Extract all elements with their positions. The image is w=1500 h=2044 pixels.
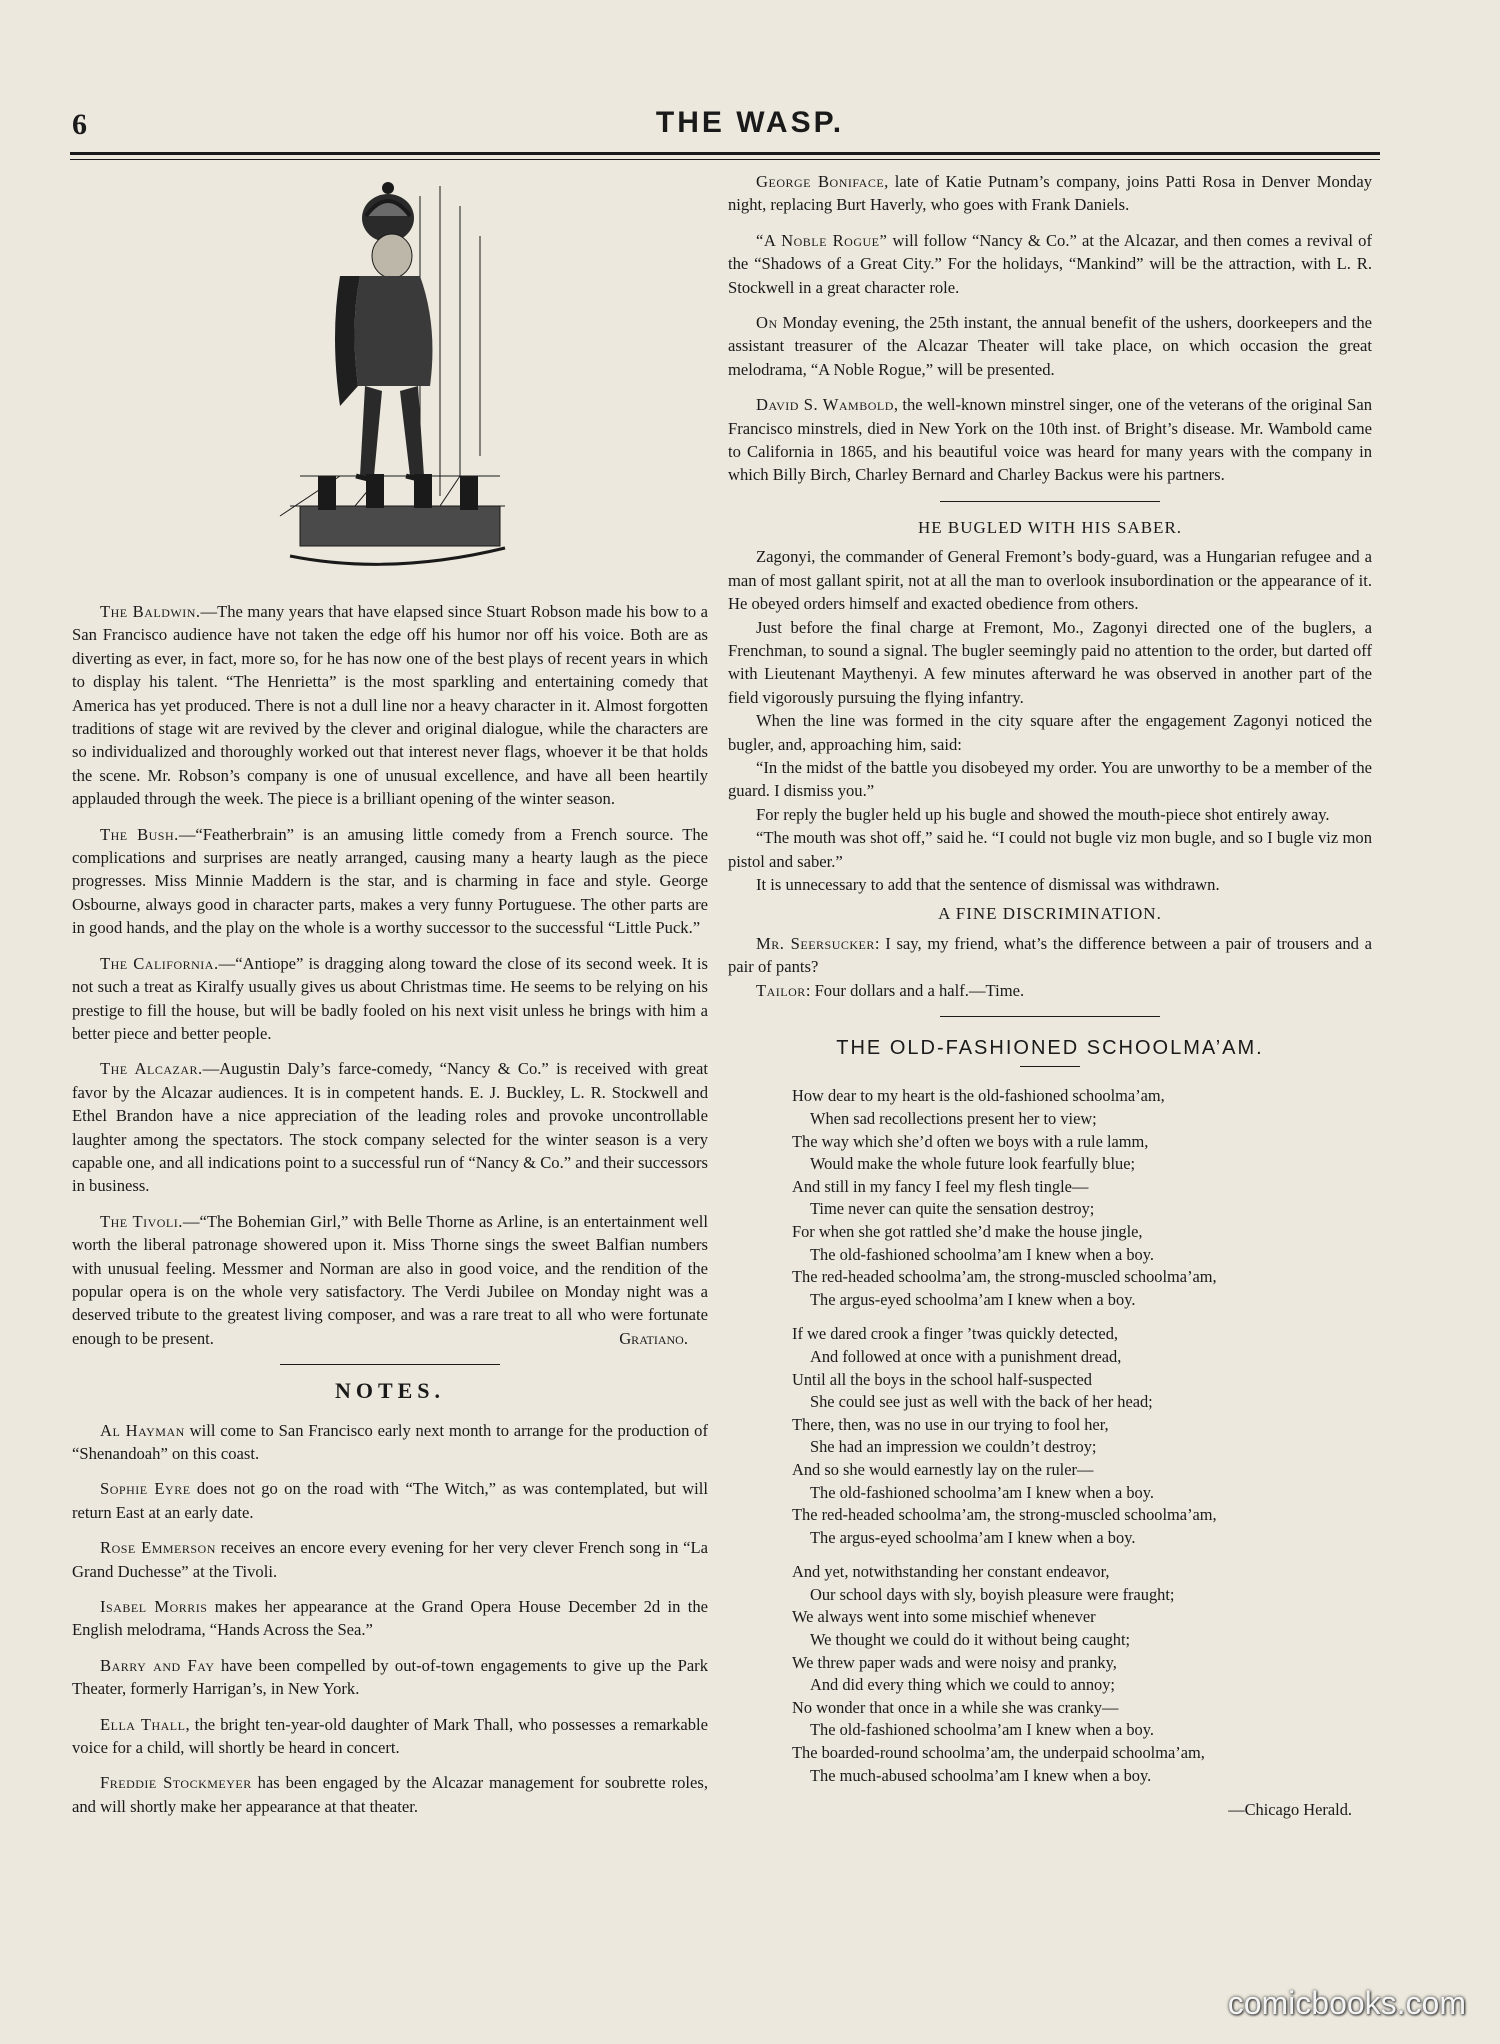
poem-line: There, then, was no use in our trying to fool her, (792, 1414, 1109, 1434)
note-item: On Monday evening, the 25th instant, the annual benefit of the ushers, doorkeepers and the assistant treasurer of the Alcazar Theater will take place, on which occasion the great melodrama, “A Noble Rogue,” will be presented. (728, 313, 1372, 379)
note-item: “A Noble Rogue” will follow “Nancy & Co.” at the Alcazar, and then comes a revival of the “Shadows of a Great City.” For the holidays, “Mankind” will be the attraction, with L. R. Stockwell in a great character role. (728, 230, 1372, 297)
poem-line: And still in my fancy I feel my flesh tingle— (792, 1176, 1089, 1196)
section-divider (940, 501, 1160, 502)
poem-line: And yet, notwithstanding her constant endeavor, (792, 1562, 1110, 1582)
section-divider (280, 1364, 500, 1365)
poem-line: Time never can quite the sensation destroy; (810, 1199, 1095, 1219)
article-paragraph: Zagonyi, the commander of General Fremont’s body-guard, was a Hungarian refugee and a man of most gallant spirit, not at all the man to overlook insubordination or the appearance of it. He obeyed orders himself and exacted obedience from others. (728, 547, 1372, 614)
poem-line: When sad recollections present her to view; (810, 1109, 1097, 1128)
poem-line: No wonder that once in a while she was cranky— (792, 1697, 1119, 1717)
poem-line: Would make the whole future look fearfully blue; (810, 1154, 1136, 1174)
article-paragraph: For reply the bugler held up his bugle and showed the mouth-piece shot entirely away. (756, 804, 1330, 824)
poem-line: How dear to my heart is the old-fashioned schoolma’am, (792, 1086, 1165, 1106)
poem-line: And so she would earnestly lay on the ruler— (792, 1459, 1094, 1479)
poem-line: The argus-eyed schoolma’am I knew when a boy. (810, 1527, 1136, 1547)
poem-stanza (792, 1561, 1372, 1787)
signature: Gratiano. (619, 1328, 688, 1348)
note-item: David S. Wambold, the well-known minstrel singer, one of the veterans of the original San Francisco minstrels, died in New York on the 10th inst. of Bright’s disease. Mr. Wambold came to California in 1865, and his beautiful voice was heard for many years with the company in which Billy Birch, Charley Bernard and Charley Backus were his partners. (728, 395, 1372, 485)
poem-line: And followed at once with a punishment dread, (810, 1346, 1122, 1366)
notes-heading: NOTES. (334, 1378, 446, 1404)
article-paragraph: Just before the final charge at Fremont, Mo., Zagonyi directed one of the buglers, a Frenchman, to sound a signal. The bugler seemingly paid no attention to the order, but darted off with Lieutenant Maythenyi. A few minutes afterward he was observed in another part of the field vigorously pursuing the flying infantry. (728, 617, 1372, 707)
page-number: 6 (72, 108, 87, 141)
article-paragraph: “In the midst of the battle you disobeyed my order. You are unworthy to be a member of the guard. I dismiss you.” (728, 757, 1372, 801)
poem-line: The red-headed schoolma’am, the strong-muscled schoolma’am, (792, 1267, 1217, 1287)
note-item: Sophie Eyre does not go on the road with “The Witch,” as was contemplated, but will return East at an early date. (72, 1479, 708, 1522)
note-item: Al Hayman will come to San Francisco early next month to arrange for the production of “Shenandoah” on this coast. (72, 1420, 708, 1463)
note-item: Barry and Fay have been compelled by out-of-town engagements to give up the Park Theater, formerly Harrigan’s, in New York. (72, 1655, 709, 1699)
review-alcazar: The Alcazar.—Augustin Daly’s farce-comedy, “Nancy & Co.” is received with great favor by the Alcazar audiences. It is in competent hands. E. J. Buckley, L. R. Stockwell and Ethel Brandon have a nice appreciation of the leading roles and provoke uncontrollable laughter among the spectators. The stock company selected for the winter season is a very capable one, and all indications point to a successful run of “Nancy & Co.” and their successors in business. (72, 1059, 708, 1196)
review-bush: The Bush.—“Featherbrain” is an amusing little comedy from a French source. The complications and surprises are neatly arranged, causing many a hearty laugh as the piece progresses. Miss Minnie Maddern is the star, and is charming in face and style. George Osbourne, always good in character parts, makes a very funny Portuguese. The other parts are in good hands, and the play on the whole is a worthy successor to the successful “Little Puck.” (72, 824, 708, 938)
poem-line: The old-fashioned schoolma’am I knew when a boy. (810, 1244, 1154, 1264)
review-california: The California.—“Antiope” is dragging along toward the close of its second week. It is not such a treat as Kiralfy usually gives us about Christmas time. He seems to be relying on his prestige to fill the house, but will be badly fooled on his next visit unless he brings with him a better piece and better people. (72, 953, 708, 1043)
poem-line: We threw paper wads and were noisy and pranky, (792, 1652, 1117, 1672)
poem-rule (1020, 1066, 1080, 1067)
review-baldwin: The Baldwin.—The many years that have elapsed since Stuart Robson made his bow to a San Francisco audience have not taken the edge off his humor nor off his voice. Both are as diverting as ever, in fact, more so, for he has now one of the best plays of recent years in which to display his talent. “The Henrietta” is the most sparkling and entertaining comedy that America has yet produced. There is not a dull line nor a heavy character in it. Almost forgotten traditions of stage wit are revived by the clever and original dialogue, while the characters are so individualized and thoroughly worked out that interest never flags, whoever it be that holds the scene. Mr. Robson’s company is one of unusual excellence, and have all been heartily applauded through the week. The piece is a brilliant opening of the winter season. (72, 602, 708, 809)
poem-line: The way which she’d often we boys with a rule lamm, (792, 1131, 1149, 1151)
review-tivoli: The Tivoli.—“The Bohemian Girl,” with Belle Thorne as Arline, is an entertainment well worth the liberal patronage showered upon it. Miss Thorne sings the sweet Balfian numbers with unusual feeling. Messmer and Norman are also in good voice, and the rendition of the popular opera is on the whole very satisfactory. The Verdi Jubilee on Monday night was a deserved tribute to the greatest living composer, and was a rare treat to all who were fortunate enough to be present. Gratiano. (72, 1210, 708, 1350)
poem-line: The argus-eyed schoolma’am I knew when a boy. (810, 1289, 1136, 1309)
poem-line: The much-abused schoolma’am I knew when a boy. (810, 1765, 1152, 1785)
note-item: George Boniface, late of Katie Putnam’s company, joins Patti Rosa in Denver Monday night, replacing Burt Haverly, who goes with Frank Daniels. (728, 172, 1372, 215)
article-paragraph: When the line was formed in the city square after the engagement Zagonyi noticed the bugler, and, approaching him, said: (728, 711, 1372, 754)
watermark-text: comicbooks.com (1227, 1985, 1466, 2021)
jester-figure-icon (270, 176, 510, 586)
poem-body (792, 1085, 1372, 1821)
poem-line: For when she got rattled she’d make the house jingle, (792, 1221, 1143, 1241)
article-paragraph: “The mouth was shot off,” said he. “I could not bugle viz mon bugle, and so I bugle viz mon pistol and saber.” (728, 828, 1372, 871)
article-title-saber: HE BUGLED WITH HIS SABER. (917, 517, 1183, 537)
left-column (72, 170, 708, 1830)
poem-line: We always went into some mischief whenever (792, 1607, 1096, 1627)
poem-line: The old-fashioned schoolma’am I knew when a boy. (810, 1720, 1154, 1740)
masthead-title: THE WASP. (655, 106, 845, 139)
header-rule-thin (70, 159, 1380, 160)
poem-line: The red-headed schoolma’am, the strong-muscled schoolma’am, (792, 1505, 1217, 1525)
poem-stanza (792, 1085, 1372, 1311)
poem-line: She could see just as well with the back of her head; (810, 1392, 1153, 1412)
right-column (728, 170, 1372, 1822)
header-rule (70, 152, 1380, 155)
poem-line: We thought we could do it without being caught; (810, 1630, 1131, 1650)
note-item: Freddie Stockmeyer has been engaged by the Alcazar management for soubrette roles, and will shortly make her appearance at that theater. (72, 1773, 708, 1816)
poem-line: And did every thing which we could to annoy; (810, 1675, 1115, 1695)
poem-line: She had an impression we couldn’t destroy; (810, 1437, 1097, 1457)
poem-stanza (792, 1323, 1372, 1549)
article-title-fine: A FINE DISCRIMINATION. (938, 904, 1162, 924)
poem-line: Our school days with sly, boyish pleasure were fraught; (810, 1584, 1175, 1604)
poem-line: The old-fashioned schoolma’am I knew when a boy. (810, 1482, 1154, 1502)
section-divider (940, 1016, 1160, 1017)
dialogue-line: Tailor: Four dollars and a half.—Time. (756, 980, 1025, 1000)
poem-line: Until all the boys in the school half-suspected (792, 1369, 1092, 1389)
note-item: Rose Emmerson receives an encore every evening for her very clever French song in “La Grand Duchesse” at the Tivoli. (72, 1538, 708, 1581)
note-item: Isabel Morris makes her appearance at the Grand Opera House December 2d in the English melodrama, “Hands Across the Sea.” (72, 1597, 708, 1640)
poem-line: The boarded-round schoolma’am, the underpaid schoolma’am, (792, 1743, 1205, 1763)
poem-line: If we dared crook a finger ’twas quickly detected, (792, 1324, 1119, 1344)
article-paragraph: It is unnecessary to add that the sentence of dismissal was withdrawn. (756, 874, 1220, 894)
poem-title: THE OLD-FASHIONED SCHOOLMA’AM. (836, 1037, 1264, 1059)
note-item: Ella Thall, the bright ten-year-old daughter of Mark Thall, who possesses a remarkable voice for a child, will shortly be heard in concert. (72, 1714, 708, 1758)
poem-source: —Chicago Herald. (1228, 1800, 1352, 1820)
dialogue-line: Mr. Seersucker: I say, my friend, what’s the difference between a pair of trousers and a pair of pants? (728, 933, 1372, 977)
